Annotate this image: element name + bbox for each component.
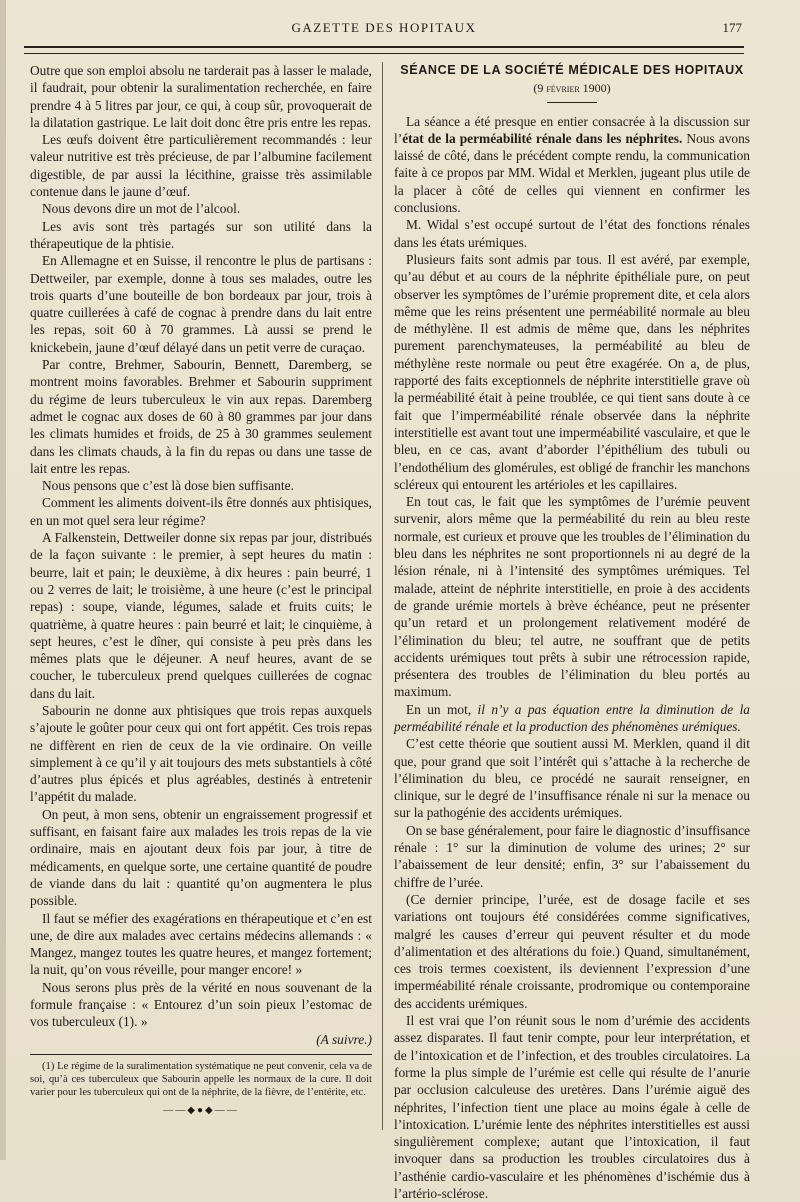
left-column: [30, 62, 372, 1119]
footnote-rule: [30, 1054, 372, 1055]
to-be-continued: (A suivre.): [316, 1031, 372, 1047]
paragraph: On se base généralement, pour faire le diagnostic d’insuffisance rénale : 1° sur la diminution de volume des urines; 2° sur l’abaissement de leur densité; enfin, 3° sur l’abaissement du chiffre de l’urée.: [394, 822, 750, 890]
paragraph: Sabourin ne donne aux phtisiques que trois repas auxquels s’ajoute le goûter pour ceux qui ont fort appétit. Ces trois repas ne diffèrent en rien de ceux de la vie ordinaire. On veille simplement à ce qu’il y ait toujours des mets substantiels à côté d’autres plus épicés et plus agréables, destinés à entretenir l’appétit du malade.: [30, 702, 372, 805]
short-rule: [547, 102, 597, 103]
paragraph: Les œufs doivent être particulièrement recommandés : leur valeur nutritive est très précieuse, de par l’albumine facilement digestible, de par aussi la lécithine, graisse très assimilable contenue dans le jaune d’œuf.: [30, 132, 372, 200]
page-number: 177: [722, 20, 742, 35]
paragraph: C’est cette théorie que soutient aussi M. Merklen, quand il dit que, pour grand que soit l’intérêt qui s’attache à la recherche de l’élimination du bleu, ce procédé ne saurait renseigner, en clinique, sur le degré de l’insuffisance rénale ni sur la menace ou sur la pathogénie des accidents urémiques.: [394, 736, 750, 821]
date-day: (9: [533, 81, 544, 96]
ornamental-separator: ——◆●◆——: [163, 1104, 239, 1116]
paragraph: Nous devons dire un mot de l’alcool.: [42, 201, 241, 217]
footnote: (1) Le régime de la suralimentation systématique ne peut convenir, cela va de soi, qu’à ces tuberculeux que Sabourin appelle les normaux de la cure. Il doit varier pour les tuberculeux qui ont de la néphrite, de la fièvre, de l’entérite, etc.: [30, 1060, 372, 1098]
paragraph: M. Widal s’est occupé surtout de l’état des fonctions rénales dans les états urémiques.: [394, 217, 750, 250]
text-run: Nous avons laissé de côté, dans le précédent compte rendu, la communication faite à ce propos par MM. Widal et Merklen, jugeant plus utile de la placer à côté de celles qui viennent en confirmer les conclusions.: [394, 130, 750, 216]
text-run: La séance a été presque en entier consacrée à la discussion sur l’: [394, 113, 750, 146]
paragraph: En Allemagne et en Suisse, il rencontre le plus de partisans : Dettweiler, par exemple, donne à tous ses malades, outre les trois quarts d’une bouteille de bon bordeaux par jour, trois à quatre cuillerées à café de cognac à prendre dans du lait entre les repas, soit 60 à 70 grammes. Là aussi se prend le knickebein, jaune d’œuf délayé dans un petit verre de curaçao.: [30, 253, 372, 355]
column-divider: [382, 62, 383, 1130]
paragraph: A Falkenstein, Dettweiler donne six repas par jour, distribués de la façon suivante : le premier, à sept heures du matin : beurre, lait et pain; le deuxième, à dix heures : pain beurré, 1 ou 2 verres de lait; le troisième, à une heure (c’est le principal repas) : soupe, viande, légumes, salade et fruits cuits; le quatrième, à quatre heures : pain beurré et lait; le cinquième, à sept heures, c’est le dîner, qui consiste à peu près dans les mêmes plats que le déjeuner. A neuf heures, avant de se coucher, le tuberculeux prend quelques cuillerées de cognac dans du lait.: [30, 530, 372, 701]
paragraph: On peut, à mon sens, obtenir un engraissement progressif et suffisant, en faisant faire aux malades les trois repas de la vie ordinaire, mais en ajoutant deux fois par jour, à titre de médicaments, en quelque sorte, une certaine quantité de poudre de viande dans du lait : quantité qu’on augmentera le plus possible.: [30, 806, 372, 909]
journal-title: GAZETTE DES HOPITAUX: [291, 20, 477, 35]
paragraph: Par contre, Brehmer, Sabourin, Bennett, Daremberg, se montrent moins favorables. Brehmer et Sabourin suppriment du régime de leurs tuberculeux le vin aux repas. Daremberg admet le cognac aux doses de 60 à 80 grammes par jour dans les climats humides et froids, de 25 à 30 grammes seulement dans les climats chauds, à la fin du repas ou dans une tasse de lait entre les repas.: [30, 357, 372, 476]
paragraph: Nous serons plus près de la vérité en nous souvenant de la formule française : « Entourez d’un soin pieux l’estomac de vos tuberculeux (1). »: [30, 979, 372, 1030]
italic-conclusion: il n’y a pas équation entre la diminution de la perméabilité rénale et la production des phénomènes urémiques.: [394, 701, 750, 734]
paragraph: Comment les aliments doivent-ils être donnés aux phtisiques, en un mot quel sera leur régime?: [30, 495, 372, 528]
paragraph: [394, 113, 750, 217]
text-run: En un mot,: [406, 701, 478, 717]
date-month: février: [546, 81, 580, 96]
running-header: [26, 20, 742, 42]
paragraph: Il est vrai que l’on réunit sous le nom d’urémie des accidents assez disparates. Il faut tenir compte, pour leur interprétation, et de l’intoxication et de l’infection, et des troubles circulatoires. La forme la plus simple de l’urémie est celle qui résulte de l’anurie par occlusion calculeuse des uretères. Dans l’urémie aiguë des néphrites, l’infection tient une place au moins égale à celle de l’intoxication. L’urémie lente des néphrites interstitielles est aussi singulièrement complexe; autant que l’intoxication, il faut invoquer dans sa production les troubles circulatoires dus à l’asthénie cardio-vasculaire et les phénomènes d’ischémie dus à l’artério-sclérose.: [394, 1013, 750, 1201]
bold-topic: état de la perméabilité rénale dans les néphrites.: [402, 130, 683, 146]
header-double-rule: [24, 46, 744, 54]
paragraph: Il faut se méfier des exagérations en thérapeutique et c’en est une, de dire aux malades avec certains médecins allemands : « Mangez, mangez toutes les quatre heures, et mangez fortement; la nuit, qu’on vous réveille, pour manger encore! »: [30, 910, 372, 978]
paragraph: Les avis sont très partagés sur son utilité dans la thérapeutique de la phtisie.: [30, 218, 372, 251]
date-year: 1900): [582, 81, 611, 96]
paragraph: Outre que son emploi absolu ne tarderait pas à lasser le malade, il faudrait, pour obtenir la suralimentation recherchée, en faire prendre 4 à 5 litres par jour, ce qui, à coup sûr, provoquerait de la dilatation gastrique. Le lait doit donc être pris entre les repas.: [30, 63, 372, 130]
paragraph: Plusieurs faits sont admis par tous. Il est avéré, par exemple, qu’au début et au cours de la néphrite épithéliale pure, on peut observer les symptômes de l’urémie proprement dite, et cela alors même que les reins présentent une perméabilité normale au bleu de méthylène. Il est admis de même que, dans les néphrites purement parenchymateuses, la perméabilité au bleu de méthylène reste normale ou peut être exagérée. On a, de plus, rapporté des faits exceptionnels de néphrite interstitielle grave où la perméabilité était à peine troublée, ce qui tient sans doute à ce fait que l’imperméabilité rénale observée dans la néphrite interstitielle est avant tout une imperméabilité vasculaire, et que le bleu, en ce cas, avant d’aborder l’épithélium des tubuli ou l’endothélium des glomérules, est obligé de franchir les manchons scléreux qui entourent les artérioles et les capillaires.: [394, 251, 750, 492]
paragraph: (Ce dernier principe, l’urée, est de dosage facile et ses variations ont toujours été considérées comme significatives, malgré les causes d’erreur qui peuvent résulter et du mode d’alimentation et des altérations du foie.) Quand, simultanément, ces trois termes coexistent, ils deviennent l’expression d’une imperméabilité rénale croissante, prodromique ou contemporaine des accidents urémiques.: [394, 891, 750, 1011]
paragraph: En tout cas, le fait que les symptômes de l’urémie peuvent survenir, alors même que la perméabilité du rein au bleu reste normale, est curieux et prouve que les troubles de l’élimination du bleu dans les néphrites ne sont proportionnels ni au degré de la lésion rénale, ni à l’intensité des symptômes urémiques. Tel malade, atteint de néphrite interstitielle, en proie à des accidents de grande urémie mortels à brève échéance, peut ne présenter qu’un retard et un prolongement relativement modéré de l’élimination du bleu; tel autre, ne souffrant que de petits accidents urémiques tout prêts à subir une rétrocession rapide, présentera des troubles de l’élimination du bleu portés au maximum.: [394, 494, 750, 700]
paragraph: Nous pensons que c’est là dose bien suffisante.: [42, 478, 294, 494]
section-title: SÉANCE DE LA SOCIÉTÉ MÉDICALE DES HOPITAUX: [400, 63, 744, 77]
paragraph: [394, 701, 750, 736]
right-column: [394, 62, 750, 1202]
section-date: [394, 80, 750, 97]
